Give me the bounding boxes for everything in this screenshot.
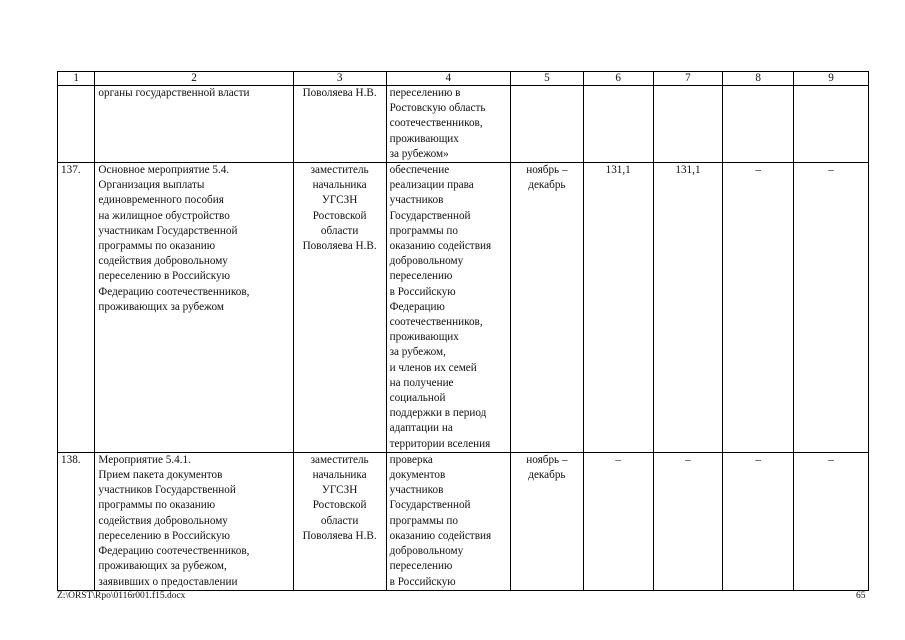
- value-cell-c9: –: [794, 163, 869, 453]
- column-number: 5: [511, 72, 584, 86]
- event-name-line: содействия добровольному: [98, 514, 228, 527]
- table-row: [58, 163, 869, 453]
- responsible-line: Ростовской: [312, 209, 367, 222]
- result-line: соотечественников,: [389, 316, 483, 329]
- result-line: за рубежом»: [389, 147, 449, 160]
- value-cell-c8: –: [723, 452, 794, 590]
- responsible-line: Поволяева Н.В.: [302, 87, 377, 99]
- event-name-line: участникам Государственной: [98, 224, 238, 237]
- row-number-cell: 138.: [58, 452, 95, 590]
- table-row: [58, 86, 869, 163]
- result-line: переселению в: [389, 87, 461, 99]
- value-cell-c7: –: [653, 452, 723, 590]
- responsible-line: заместитель: [310, 164, 369, 177]
- responsible-cell: [293, 452, 386, 590]
- result-line: в Российскую: [389, 285, 456, 298]
- event-name-cell: [95, 163, 293, 453]
- event-name-line: Федерацию соотечественников,: [98, 285, 250, 298]
- result-line: добровольному: [389, 545, 464, 558]
- event-name-line: переселению в Российскую: [98, 270, 230, 283]
- table-row: [58, 452, 869, 590]
- responsible-line: области: [320, 224, 359, 237]
- column-number: 7: [653, 72, 723, 86]
- event-name-line: на жилищное обустройство: [98, 209, 230, 222]
- event-name-cell: [95, 86, 293, 163]
- value-cell-c7: [653, 86, 723, 163]
- result-line: проживающих: [389, 132, 459, 145]
- table-body: [58, 86, 869, 591]
- result-line: Ростовскую область: [389, 102, 486, 115]
- column-number: 1: [58, 72, 95, 86]
- value-cell-c8: [723, 86, 794, 163]
- result-line: проверка: [389, 453, 433, 466]
- result-line: Государственной: [389, 209, 471, 222]
- event-name-line: заявивших о предоставлении: [98, 575, 238, 588]
- result-line: добровольному: [389, 255, 464, 268]
- column-number: 9: [794, 72, 869, 86]
- file-path: Z:\ORST\Rpo\0116r001.f15.docx: [57, 591, 186, 601]
- period-cell: [511, 163, 584, 453]
- responsible-line: Поволяева Н.В.: [302, 240, 377, 253]
- period-line: ноябрь –: [526, 453, 568, 466]
- responsible-line: УГСЗН: [321, 194, 358, 207]
- result-line: социальной: [389, 392, 446, 405]
- event-name-line: переселению в Российскую: [98, 529, 230, 542]
- value-cell-c7: 131,1: [653, 163, 723, 453]
- period-line: ноябрь –: [526, 164, 568, 177]
- responsible-line: УГСЗН: [321, 484, 358, 497]
- value-cell-c6: –: [583, 452, 653, 590]
- responsible-cell: [293, 163, 386, 453]
- row-number-cell: [58, 86, 95, 163]
- result-line: за рубежом,: [389, 346, 446, 359]
- result-line: и членов их семей: [389, 361, 477, 374]
- result-line: переселению: [389, 270, 453, 283]
- value-cell-c6: 131,1: [583, 163, 653, 453]
- period-line: декабрь: [528, 469, 566, 482]
- event-name-line: Организация выплаты: [98, 179, 205, 192]
- result-line: документов: [389, 469, 446, 482]
- responsible-line: Поволяева Н.В.: [302, 529, 377, 542]
- result-line: участников: [389, 194, 444, 207]
- result-line: участников: [389, 484, 444, 497]
- responsible-line: Ростовской: [312, 499, 367, 512]
- column-number: 3: [293, 72, 386, 86]
- result-line: территории вселения: [389, 437, 491, 450]
- value-cell-c9: –: [794, 452, 869, 590]
- event-name-line: Мероприятие 5.4.1.: [98, 453, 191, 466]
- event-name-line: программы по оказанию: [98, 499, 216, 512]
- result-line: адаптации на: [389, 422, 453, 435]
- event-name-line: органы государственной власти: [98, 87, 250, 99]
- column-number: 4: [386, 72, 510, 86]
- result-line: проживающих: [389, 331, 459, 344]
- result-line: оказанию содействия: [389, 529, 492, 542]
- event-name-cell: [95, 452, 293, 590]
- responsible-line: заместитель: [310, 453, 369, 466]
- event-name-line: программы по оказанию: [98, 240, 216, 253]
- responsible-line: области: [320, 514, 359, 527]
- events-table: [57, 71, 869, 591]
- event-name-line: участников Государственной: [98, 484, 236, 497]
- result-line: переселению: [389, 560, 453, 573]
- responsible-line: начальника: [312, 179, 367, 192]
- result-line: Федерацию: [389, 300, 445, 313]
- event-name-line: Основное мероприятие 5.4.: [98, 164, 230, 177]
- result-line: программы по: [389, 224, 459, 237]
- event-name-line: Прием пакета документов: [98, 469, 223, 482]
- responsible-cell: [293, 86, 386, 163]
- result-line: поддержки в период: [389, 407, 487, 420]
- event-name-line: единовременного пособия: [98, 194, 224, 207]
- value-cell-c6: [583, 86, 653, 163]
- column-number: 8: [723, 72, 794, 86]
- result-cell: [386, 163, 510, 453]
- event-name-line: проживающих за рубежом: [98, 300, 224, 313]
- result-line: на получение: [389, 376, 454, 389]
- column-number: 6: [583, 72, 653, 86]
- period-line: декабрь: [528, 179, 566, 192]
- result-line: обеспечение: [389, 164, 450, 177]
- event-name-line: проживающих за рубежом,: [98, 560, 227, 573]
- period-cell: [511, 86, 584, 163]
- column-numbers-row: [58, 72, 869, 86]
- result-line: Государственной: [389, 499, 471, 512]
- row-number-cell: 137.: [58, 163, 95, 453]
- page-number: 65: [856, 591, 866, 601]
- result-cell: [386, 452, 510, 590]
- event-name-line: Федерацию соотечественников,: [98, 545, 250, 558]
- result-line: в Российскую: [389, 575, 456, 588]
- value-cell-c8: –: [723, 163, 794, 453]
- result-line: программы по: [389, 514, 459, 527]
- column-number: 2: [95, 72, 293, 86]
- period-cell: [511, 452, 584, 590]
- result-line: реализации права: [389, 179, 474, 192]
- result-cell: [386, 86, 510, 163]
- value-cell-c9: [794, 86, 869, 163]
- responsible-line: начальника: [312, 469, 367, 482]
- event-name-line: содействия добровольному: [98, 255, 228, 268]
- result-line: оказанию содействия: [389, 240, 492, 253]
- result-line: соотечественников,: [389, 117, 483, 130]
